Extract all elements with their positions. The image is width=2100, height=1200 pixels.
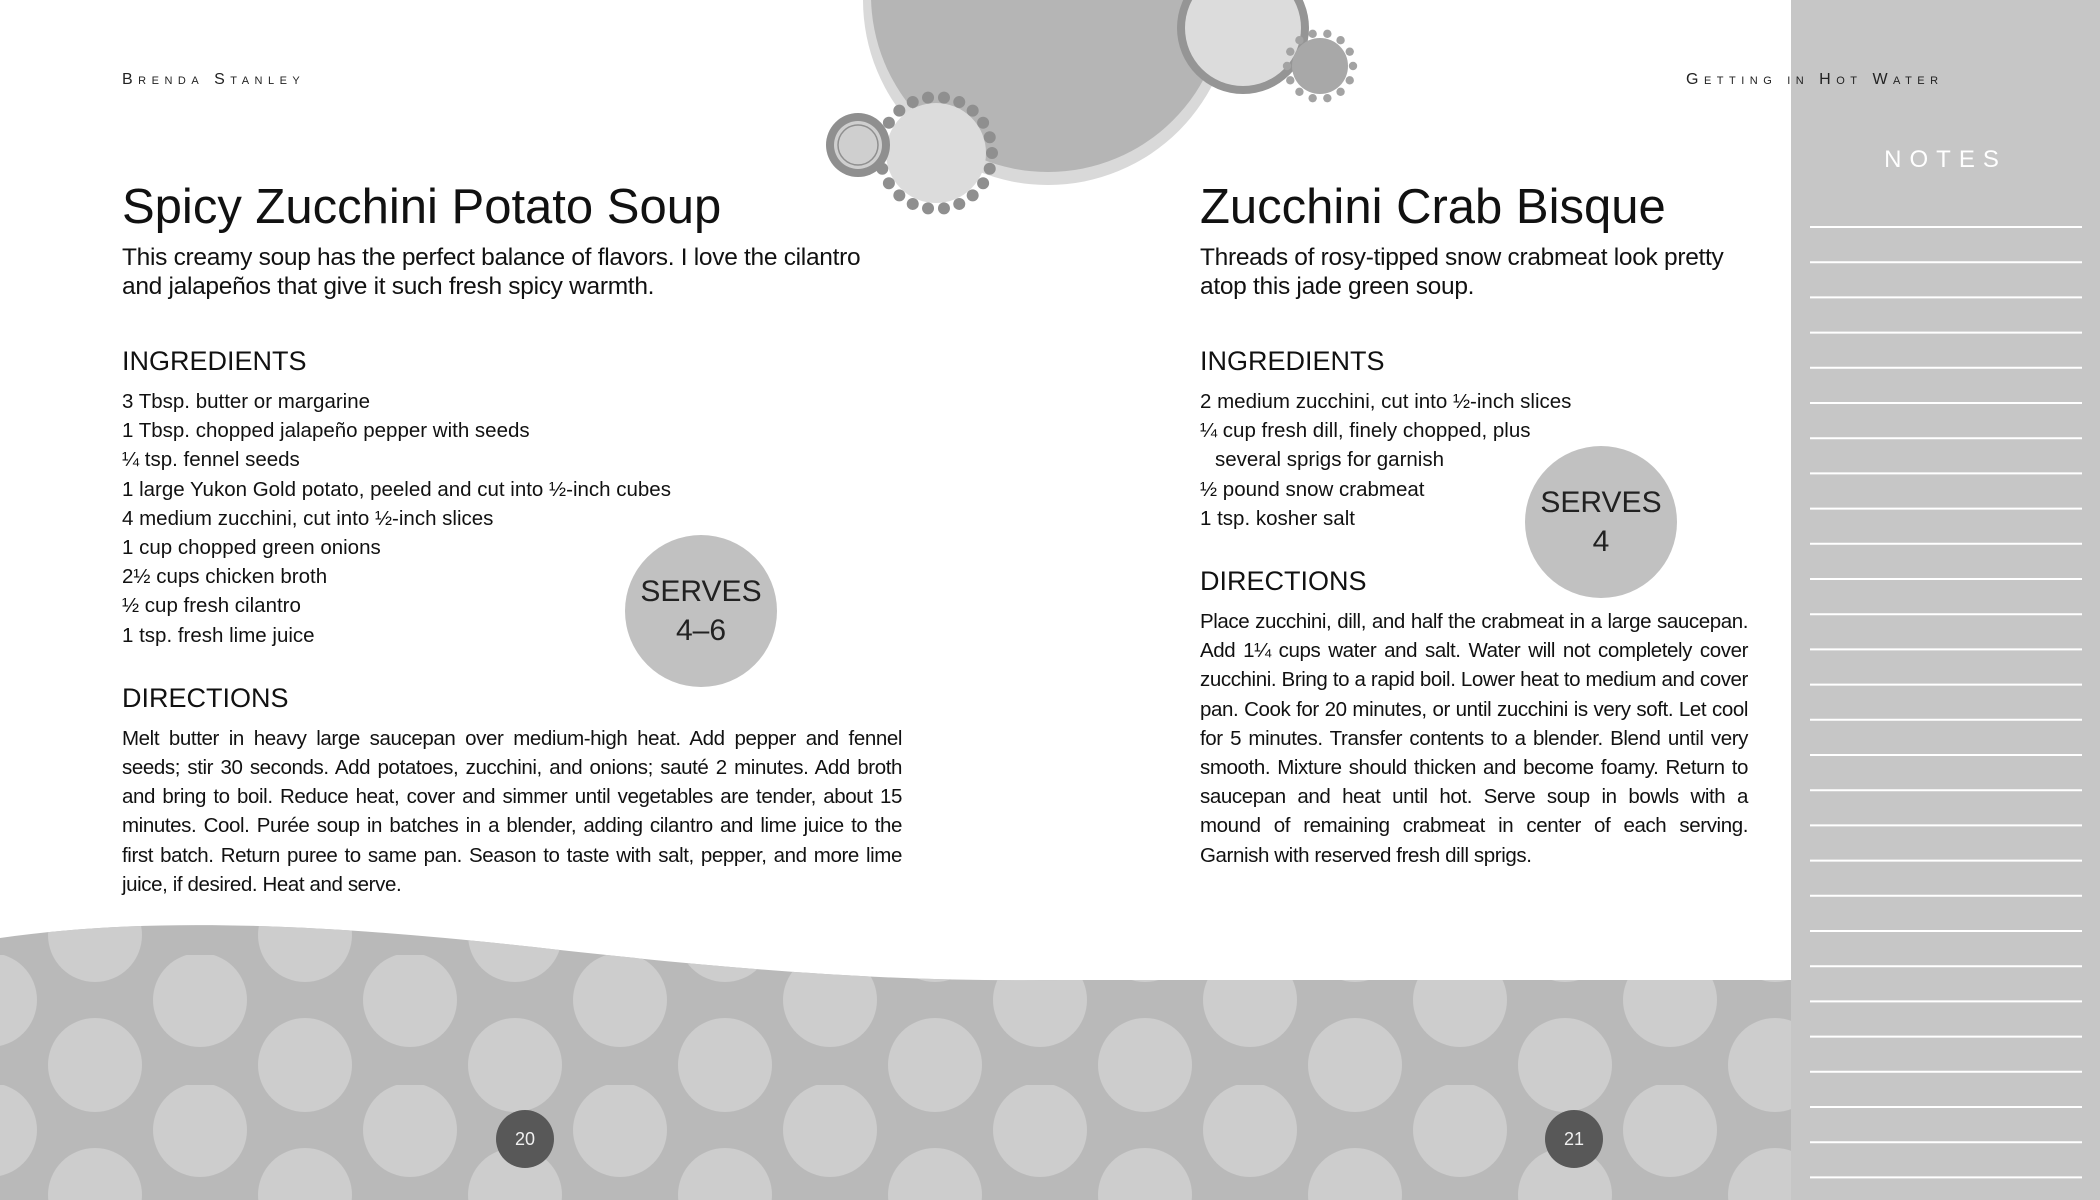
decor-dot <box>893 105 905 117</box>
serves-label: SERVES <box>640 575 762 608</box>
decor-dot <box>922 202 934 214</box>
ingredient-item: 1 tsp. kosher salt <box>1200 506 1355 530</box>
decor-dot <box>1295 88 1303 96</box>
decor-dot <box>1323 30 1331 38</box>
decor-dot <box>938 92 950 104</box>
decor-dot <box>984 163 996 175</box>
decor-dot <box>1283 62 1291 70</box>
page-number-left: 20 <box>496 1110 554 1168</box>
decor-dot <box>977 117 989 129</box>
recipe-intro: This creamy soup has the perfect balance of flavors. I love the cilantro and jalapeños that give it such fresh spicy warmth. <box>122 244 861 300</box>
decor-dot <box>967 189 979 201</box>
decor-dot <box>1286 76 1294 84</box>
decor-dot <box>1346 47 1354 55</box>
decor-dot <box>907 96 919 108</box>
ingredient-item: 4 medium zucchini, cut into ½-inch slices <box>122 506 494 530</box>
decor-dot <box>984 131 996 143</box>
recipe-intro: Threads of rosy-tipped snow crabmeat look pretty atop this jade green soup. <box>1200 244 1724 300</box>
recipe-title: Spicy Zucchini Potato Soup <box>122 180 722 234</box>
decor-dot <box>1346 76 1354 84</box>
ingredient-list <box>122 387 902 650</box>
directions-heading: DIRECTIONS <box>122 682 289 713</box>
running-head-title: Getting in Hot Water <box>1686 71 1944 88</box>
serves-value: 4 <box>1592 525 1610 558</box>
decor-dot <box>953 198 965 210</box>
directions-heading: DIRECTIONS <box>1200 566 1367 597</box>
decor-dot <box>883 117 895 129</box>
decor-dot <box>1295 36 1303 44</box>
decor-dot <box>922 92 934 104</box>
decor-ringed-circle-inner <box>834 121 882 169</box>
ingredient-item: 2½ cups chicken broth <box>122 565 328 589</box>
decor-dot <box>938 202 950 214</box>
decor-dotted-circle-small <box>1292 38 1348 94</box>
directions-text: Melt butter in heavy large saucepan over medium-high heat. Add pepper and fennel seeds; stir 30 seconds. Add potatoes, zucchini, and onions; sauté 2 minutes. Add broth and bring to boil. Reduce heat, cover and simmer until vegetables are tender, about 15 minutes. Cool. Purée soup in batches in a blender, adding cilantro and lime juice to the first batch. Return puree to same pan. Season to taste with salt, pepper, and more lime juice, if desired. Heat and serve. <box>122 726 902 896</box>
decor-dot <box>1349 62 1357 70</box>
decor-dot <box>1286 47 1294 55</box>
ingredient-item: 1 tsp. fresh lime juice <box>122 623 315 647</box>
directions-text: Place zucchini, dill, and half the crabmeat in a large saucepan. Add 1¼ cups water and salt. Water will not completely cover zucchini. Bring to a rapid boil. Lower heat to medium and cover pan. Cook for 20 minutes, or until zucchini is very soft. Let cool for 5 minutes. Transfer contents to a blender. Blend until very smooth. Mixture should thicken and become foamy. Return to saucepan and heat until hot. Serve soup in bowls with a mound of remaining crabmeat in center of each serving. Garnish with reserved fresh dill sprigs. <box>1200 610 1748 867</box>
ingredient-item: ½ cup fresh cilantro <box>122 594 301 618</box>
serves-value: 4–6 <box>675 614 727 647</box>
left-recipe <box>122 175 902 899</box>
ingredient-item: 2 medium zucchini, cut into ½-inch slices <box>1200 390 1572 413</box>
decor-dot <box>907 198 919 210</box>
decor-dot <box>1308 30 1316 38</box>
recipe-title: Zucchini Crab Bisque <box>1200 180 1666 234</box>
ingredient-item: 1 cup chopped green onions <box>122 536 381 560</box>
decor-dot <box>967 105 979 117</box>
running-head-author: Brenda Stanley <box>122 71 306 88</box>
ingredient-item: ¼ cup fresh dill, finely chopped, plus <box>1200 419 1531 443</box>
bottom-wave-dots <box>0 925 1791 1200</box>
ingredient-item: 1 large Yukon Gold potato, peeled and cut into ½-inch cubes <box>122 477 671 501</box>
page-number-right: 21 <box>1545 1110 1603 1168</box>
decor-dot <box>953 96 965 108</box>
ingredients-heading: INGREDIENTS <box>122 346 307 376</box>
notes-heading: NOTES <box>1884 146 2007 173</box>
ingredients-heading: INGREDIENTS <box>1200 346 1385 376</box>
ingredient-item: ½ pound snow crabmeat <box>1200 477 1425 501</box>
decor-dot <box>986 147 998 159</box>
decor-dot <box>1336 88 1344 96</box>
serves-badge <box>1525 446 1677 598</box>
decor-dot <box>1336 36 1344 44</box>
ingredient-item: 1 Tbsp. chopped jalapeño pepper with seeds <box>122 419 530 443</box>
notes-panel <box>1791 0 2100 1200</box>
decor-dot <box>1308 94 1316 102</box>
ingredient-item: ¼ tsp. fennel seeds <box>122 448 300 472</box>
decor-dot <box>977 177 989 189</box>
serves-badge <box>625 535 777 687</box>
serves-label: SERVES <box>1540 486 1662 519</box>
decor-dot <box>1323 94 1331 102</box>
ingredient-item-continued: several sprigs for garnish <box>1215 448 1445 472</box>
ingredient-item: 3 Tbsp. butter or margarine <box>122 390 371 413</box>
